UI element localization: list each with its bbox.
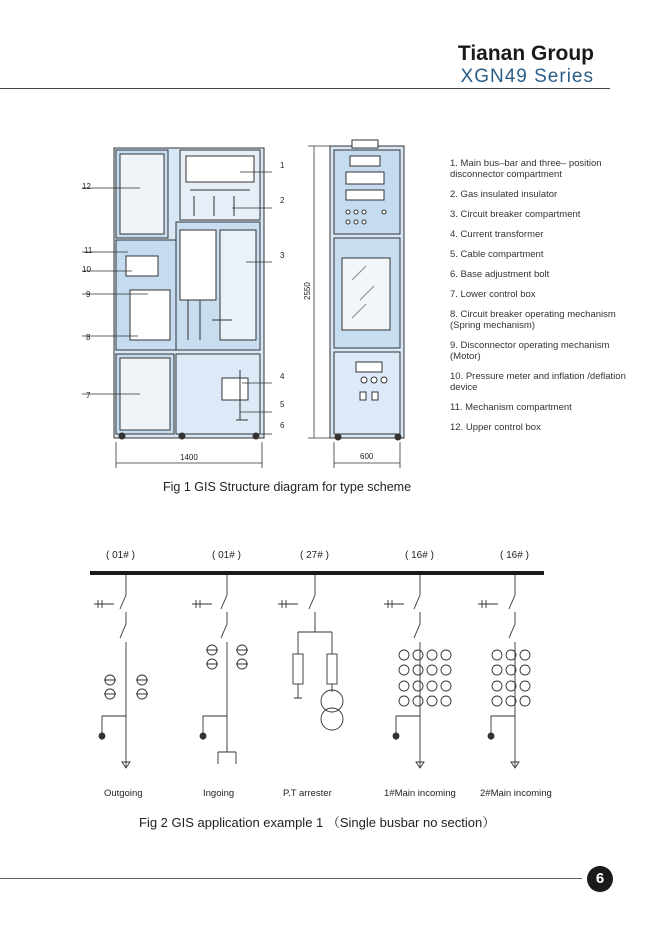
- dimension-1400: 1400: [180, 453, 198, 462]
- callout-10: 10: [82, 265, 91, 274]
- front-view-cabinet: [330, 140, 404, 440]
- page-number: 6: [587, 866, 613, 892]
- callout-8: 8: [86, 333, 91, 342]
- bay-label-main-incoming-2: 2#Main incoming: [480, 788, 552, 799]
- callout-6: 6: [280, 421, 285, 430]
- callout-2: 2: [280, 196, 285, 205]
- callout-7: 7: [86, 391, 91, 400]
- figure-2-caption: Fig 2 GIS application example 1 （Single busbar no section）: [139, 815, 496, 830]
- legend-item: 4. Current transformer: [450, 229, 544, 240]
- dimension-600: 600: [360, 452, 374, 461]
- bay-code: ( 16# ): [500, 550, 529, 561]
- bay-label-main-incoming-1: 1#Main incoming: [384, 788, 456, 799]
- legend-item: 9. Disconnector operating mechanism (Motor): [450, 340, 610, 362]
- bay-code: ( 01# ): [106, 550, 135, 561]
- bay-code: ( 27# ): [300, 550, 329, 561]
- bay-codes: [106, 550, 529, 561]
- callout-5: 5: [280, 400, 285, 409]
- callout-1: 1: [280, 161, 285, 170]
- bay-labels: [104, 788, 552, 799]
- series-name: XGN49 Series: [460, 66, 594, 87]
- component-legend: [450, 158, 640, 442]
- dimension-2550: 2550: [303, 282, 312, 300]
- callout-3: 3: [280, 251, 285, 260]
- legend-item: 8. Circuit breaker operating mechanism (Spring mechanism): [450, 309, 616, 331]
- bay-label-pt-arrester: P.T arrester: [283, 788, 332, 799]
- company-name: Tianan Group: [457, 42, 594, 65]
- legend-item: 3. Circuit breaker compartment: [450, 209, 581, 220]
- bay-code: ( 01# ): [212, 550, 241, 561]
- legend-item: 6. Base adjustment bolt: [450, 269, 550, 280]
- legend-item: 10. Pressure meter and inflation /deflation device: [450, 371, 626, 393]
- callout-9: 9: [86, 290, 91, 299]
- legend-item: 12. Upper control box: [450, 422, 541, 433]
- callout-11: 11: [84, 246, 93, 255]
- callout-4: 4: [280, 372, 285, 381]
- figure-1-caption: Fig 1 GIS Structure diagram for type scheme: [163, 480, 412, 494]
- legend-item: 7. Lower control box: [450, 289, 536, 300]
- bay-code: ( 16# ): [405, 550, 434, 561]
- side-view-cabinet: [114, 148, 264, 439]
- single-line-diagram: [94, 575, 530, 768]
- callout-12: 12: [82, 182, 91, 191]
- bay-label-ingoing: Ingoing: [203, 788, 235, 799]
- legend-item: 11. Mechanism compartment: [450, 402, 572, 413]
- footer-rule: [0, 878, 582, 879]
- main-busbar: [90, 571, 544, 575]
- bay-label-outgoing: Outgoing: [104, 788, 143, 799]
- legend-item: 1. Main bus–bar and three– position disconnector compartment: [450, 158, 602, 180]
- legend-item: 5. Cable compartment: [450, 249, 544, 260]
- legend-item: 2. Gas insulated insulator: [450, 189, 558, 200]
